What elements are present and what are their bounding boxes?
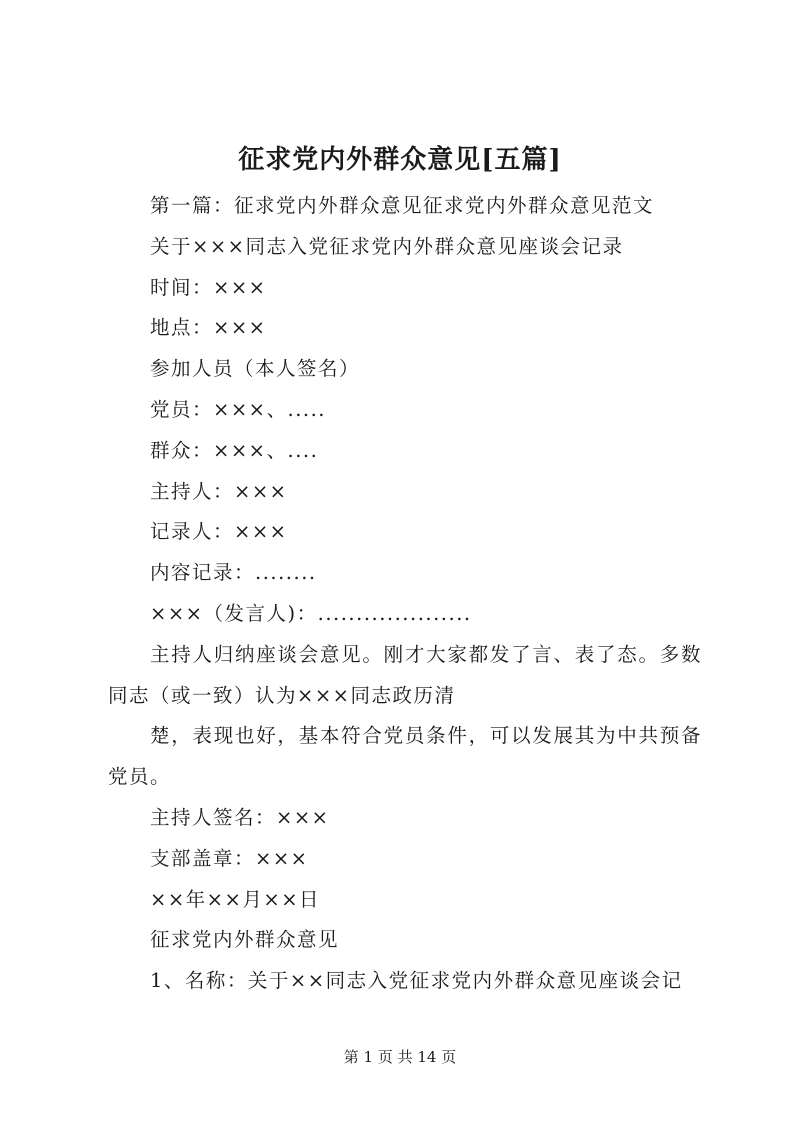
- paragraph-1: 第一篇：征求党内外群众意见征求党内外群众意见范文: [150, 194, 655, 217]
- paragraph-11: ×××（发言人)：....................: [150, 601, 472, 625]
- paragraph-6: 党员：×××、.....: [150, 397, 327, 421]
- paragraph-14: 主持人签名：×××: [150, 805, 330, 829]
- paragraph-13: 楚，表现也好，基本符合党员条件，可以发展其为中共预备党员。: [108, 724, 702, 789]
- paragraph-8: 主持人：×××: [150, 479, 288, 503]
- paragraph-17: 征求党内外群众意见: [150, 928, 340, 952]
- paragraph-12: 主持人归纳座谈会意见。刚才大家都发了言、表了态。多数同志（或一致）认为×××同志政历清: [108, 642, 702, 707]
- document-title: 征求党内外群众意见[五篇]: [238, 145, 562, 175]
- paragraph-4: 地点：×××: [150, 316, 267, 340]
- paragraph-16: ××年××月××日: [150, 887, 321, 911]
- paragraph-2: 关于×××同志入党征求党内外群众意见座谈会记录: [150, 234, 624, 258]
- paragraph-15: 支部盖章：×××: [150, 846, 309, 870]
- paragraph-5: 参加人员（本人签名）: [150, 357, 361, 381]
- paragraph-3: 时间：×××: [150, 275, 267, 299]
- paragraph-10: 内容记录：........: [150, 561, 317, 585]
- paragraph-18: 1、名称：关于××同志入党征求党内外群众意见座谈会记: [150, 969, 683, 993]
- document-body: [108, 186, 702, 1002]
- paragraph-7: 群众：×××、....: [150, 438, 319, 462]
- page-footer: 第 1 页 共 14 页: [343, 1048, 457, 1066]
- paragraph-9: 记录人：×××: [150, 520, 288, 544]
